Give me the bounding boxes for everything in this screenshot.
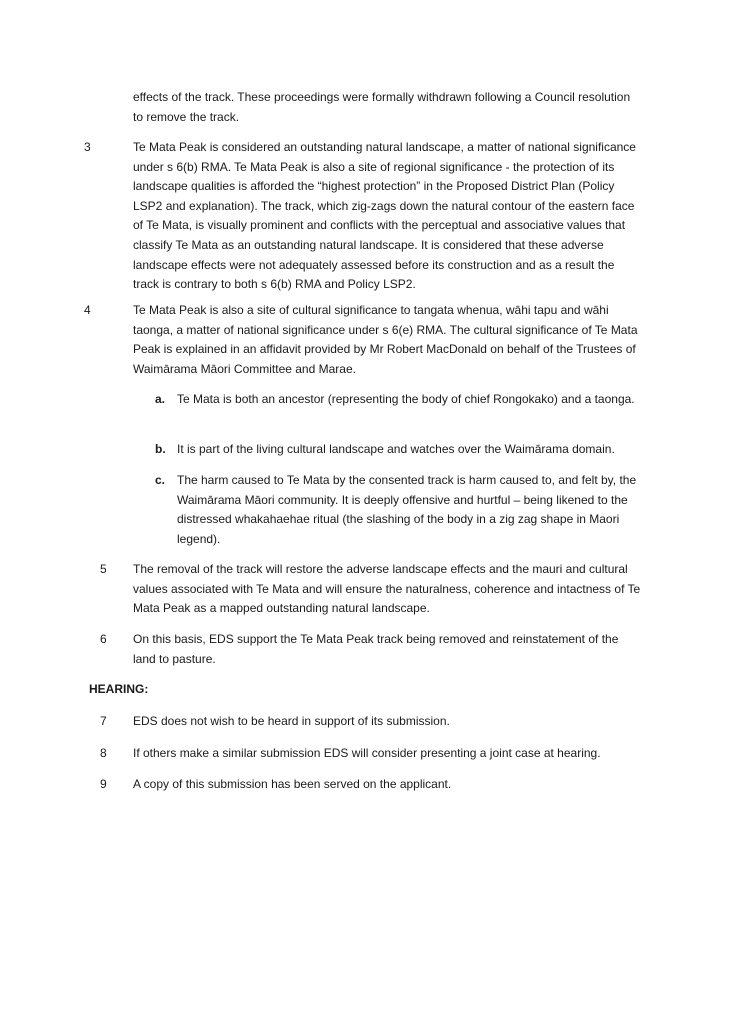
paragraph-number: 4 — [84, 303, 91, 317]
paragraph-text: EDS does not wish to be heard in support of its submission. — [133, 714, 450, 728]
subitem-letter: c. — [155, 473, 166, 487]
subitem-letter: a. — [155, 392, 166, 406]
paragraph-number: 5 — [100, 562, 107, 576]
subitem-text: It is part of the living cultural landscape and watches over the Waimārama domain. — [177, 442, 615, 456]
paragraph-number: 8 — [100, 746, 107, 760]
paragraph-text: If others make a similar submission EDS will consider presenting a joint case at hearing. — [133, 746, 601, 760]
paragraph-text: Te Mata Peak is also a site of cultural significance to tangata whenua, wāhi tapu and wāhi taonga, a matter of national significance under s 6(e) RMA. The cultural significance of Te Mata Peak is explained in an affidavit provided by Mr Robert MacDonald on behalf of the Trustees of Waimārama Māori Committee and Marae. — [133, 303, 638, 376]
subitem-letter: b. — [155, 442, 166, 456]
paragraph-text: Te Mata Peak is considered an outstanding natural landscape, a matter of national significance under s 6(b) RMA. Te Mata Peak is also a site of regional significance - the protection of its landscape qualities is afforded the “highest protection” in the Proposed District Plan (Policy LSP2 and explanation). The track, which zig-zags down the natural contour of the eastern face of Te Mata, is visually prominent and conflicts with the perceptual and associative values that classify Te Mata as an outstanding natural landscape. It is considered that these adverse landscape effects were not adequately assessed before its construction and as a result the track is contrary to both s 6(b) RMA and Policy LSP2. — [133, 140, 636, 292]
paragraph-text: A copy of this submission has been served on the applicant. — [133, 777, 452, 791]
paragraph-number: 6 — [100, 632, 107, 646]
paragraph-number: 3 — [84, 140, 91, 154]
paragraph-text: On this basis, EDS support the Te Mata Peak track being removed and reinstatement of the land to pasture. — [133, 632, 619, 666]
hearing-heading: HEARING: — [89, 682, 149, 696]
continuation-paragraph: effects of the track. These proceedings were formally withdrawn following a Council resolution to remove the track. — [133, 90, 631, 124]
paragraph-text: The removal of the track will restore the adverse landscape effects and the mauri and cultural values associated with Te Mata and will ensure the naturalness, coherence and intactness of Te Mata Peak as a mapped outstanding natural landscape. — [133, 562, 641, 616]
subitem-text: Te Mata is both an ancestor (representing the body of chief Rongokako) and a taonga. — [177, 392, 635, 406]
paragraph-number: 7 — [100, 714, 107, 728]
subitem-text: The harm caused to Te Mata by the consented track is harm caused to, and felt by, the Waimārama Māori community. It is deeply offensive and hurtful – being likened to the distressed whakahaehae ritual (the slashing of the body in a zig zag shape in Maori legend). — [177, 473, 637, 546]
paragraph-number: 9 — [100, 777, 107, 791]
